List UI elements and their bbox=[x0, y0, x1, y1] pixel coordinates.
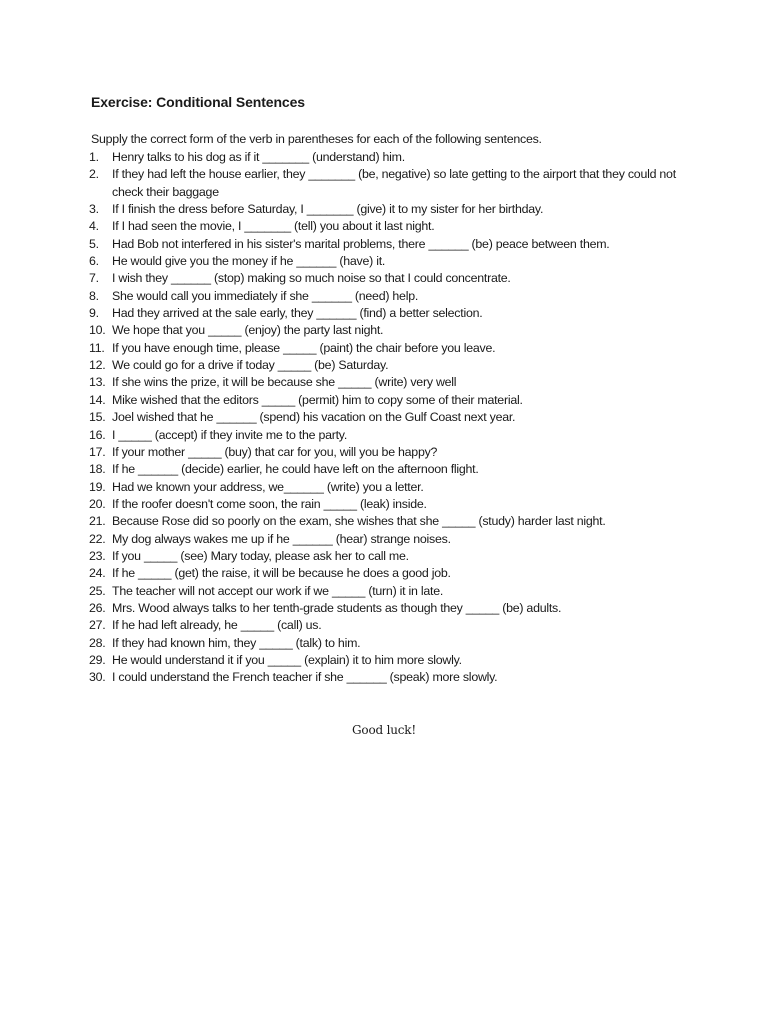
question-number: 17. bbox=[89, 444, 106, 459]
question-item bbox=[89, 617, 689, 634]
question-item bbox=[89, 444, 689, 461]
question-text: Had they arrived at the sale early, they ______ (find) a better selection. bbox=[112, 306, 483, 321]
question-text: Had Bob not interfered in his sister's marital problems, there ______ (be) peace between them. bbox=[112, 236, 610, 251]
question-item bbox=[89, 374, 689, 391]
question-text: He would give you the money if he ______ (have) it. bbox=[112, 254, 386, 269]
question-text: If they had left the house earlier, they _______ (be, negative) so late getting to the airport that they could not check their baggage bbox=[112, 167, 676, 199]
question-number: 18. bbox=[89, 462, 106, 477]
question-text: If I had seen the movie, I _______ (tell) you about it last night. bbox=[112, 219, 435, 234]
question-item bbox=[89, 461, 689, 478]
question-number: 24. bbox=[89, 566, 106, 581]
question-text: Had we known your address, we______ (write) you a letter. bbox=[112, 479, 424, 494]
question-item bbox=[89, 652, 689, 669]
question-number: 9. bbox=[89, 306, 99, 321]
question-text: Because Rose did so poorly on the exam, she wishes that she _____ (study) harder last night. bbox=[112, 514, 606, 529]
question-item bbox=[89, 149, 689, 166]
question-item bbox=[89, 548, 689, 565]
question-item bbox=[89, 669, 689, 686]
question-text: We hope that you _____ (enjoy) the party last night. bbox=[112, 323, 384, 338]
question-item bbox=[89, 583, 689, 600]
question-item bbox=[89, 409, 689, 426]
question-item bbox=[89, 166, 689, 201]
question-item bbox=[89, 236, 689, 253]
question-text: Mike wished that the editors _____ (permit) him to copy some of their material. bbox=[112, 392, 523, 407]
question-text: Henry talks to his dog as if it _______ (understand) him. bbox=[112, 150, 405, 164]
question-number: 8. bbox=[89, 288, 99, 303]
question-number: 23. bbox=[89, 548, 106, 563]
question-number: 7. bbox=[89, 271, 99, 286]
question-item bbox=[89, 479, 689, 496]
question-text: The teacher will not accept our work if we _____ (turn) it in late. bbox=[112, 583, 444, 598]
question-number: 15. bbox=[89, 410, 106, 425]
question-text: If the roofer doesn't come soon, the rain _____ (leak) inside. bbox=[112, 496, 427, 511]
question-item bbox=[89, 218, 689, 235]
question-number: 21. bbox=[89, 514, 106, 529]
question-item bbox=[89, 340, 689, 357]
question-number: 26. bbox=[89, 600, 106, 615]
question-text: I _____ (accept) if they invite me to the party. bbox=[112, 427, 348, 442]
page-title: Exercise: Conditional Sentences bbox=[91, 94, 305, 110]
question-text: I wish they ______ (stop) making so much noise so that I could concentrate. bbox=[112, 271, 511, 286]
question-text: If your mother _____ (buy) that car for you, will you be happy? bbox=[112, 444, 438, 459]
question-text: I could understand the French teacher if she ______ (speak) more slowly. bbox=[112, 670, 498, 685]
question-number: 29. bbox=[89, 652, 106, 667]
question-number: 4. bbox=[89, 219, 99, 234]
question-text: We could go for a drive if today _____ (be) Saturday. bbox=[112, 358, 389, 373]
question-item bbox=[89, 531, 689, 548]
question-list bbox=[89, 149, 689, 687]
question-item bbox=[89, 322, 689, 339]
question-text: If I finish the dress before Saturday, I _______ (give) it to my sister for her birthday. bbox=[112, 202, 544, 217]
question-number: 3. bbox=[89, 202, 99, 217]
question-item bbox=[89, 305, 689, 322]
question-text: Mrs. Wood always talks to her tenth-grade students as though they _____ (be) adults. bbox=[112, 600, 562, 615]
question-item bbox=[89, 513, 689, 530]
question-item bbox=[89, 427, 689, 444]
question-number: 12. bbox=[89, 358, 106, 373]
question-text: If she wins the prize, it will be because she _____ (write) very well bbox=[112, 375, 457, 390]
question-text: If he ______ (decide) earlier, he could have left on the afternoon flight. bbox=[112, 462, 479, 477]
question-number: 16. bbox=[89, 427, 106, 442]
question-number: 10. bbox=[89, 323, 106, 338]
question-item bbox=[89, 565, 689, 582]
question-text: If he had left already, he _____ (call) us. bbox=[112, 618, 322, 633]
question-text: If he _____ (get) the raise, it will be because he does a good job. bbox=[112, 566, 451, 581]
closing-text: Good luck! bbox=[352, 723, 416, 737]
question-number: 5. bbox=[89, 236, 99, 251]
question-number: 14. bbox=[89, 392, 106, 407]
question-item bbox=[89, 357, 689, 374]
question-item bbox=[89, 600, 689, 617]
question-number: 20. bbox=[89, 496, 106, 511]
question-number: 25. bbox=[89, 583, 106, 598]
question-number: 1. bbox=[89, 150, 99, 164]
question-item bbox=[89, 201, 689, 218]
question-item bbox=[89, 392, 689, 409]
question-text: Joel wished that he ______ (spend) his vacation on the Gulf Coast next year. bbox=[112, 410, 516, 425]
question-item bbox=[89, 270, 689, 287]
question-number: 11. bbox=[89, 340, 105, 355]
question-number: 13. bbox=[89, 375, 106, 390]
question-number: 2. bbox=[89, 167, 99, 182]
question-item bbox=[89, 288, 689, 305]
question-number: 30. bbox=[89, 670, 106, 685]
instructions: Supply the correct form of the verb in parentheses for each of the following sentences. bbox=[91, 132, 542, 146]
question-text: If they had known him, they _____ (talk) to him. bbox=[112, 635, 361, 650]
question-number: 22. bbox=[89, 531, 106, 546]
question-number: 27. bbox=[89, 618, 106, 633]
question-item bbox=[89, 253, 689, 270]
question-item bbox=[89, 496, 689, 513]
question-number: 6. bbox=[89, 254, 99, 269]
question-text: My dog always wakes me up if he ______ (hear) strange noises. bbox=[112, 531, 451, 546]
question-item bbox=[89, 635, 689, 652]
question-text: If you have enough time, please _____ (paint) the chair before you leave. bbox=[112, 340, 496, 355]
question-text: He would understand it if you _____ (explain) it to him more slowly. bbox=[112, 652, 462, 667]
question-text: If you _____ (see) Mary today, please ask her to call me. bbox=[112, 548, 409, 563]
question-text: She would call you immediately if she ______ (need) help. bbox=[112, 288, 419, 303]
question-number: 19. bbox=[89, 479, 106, 494]
question-number: 28. bbox=[89, 635, 106, 650]
